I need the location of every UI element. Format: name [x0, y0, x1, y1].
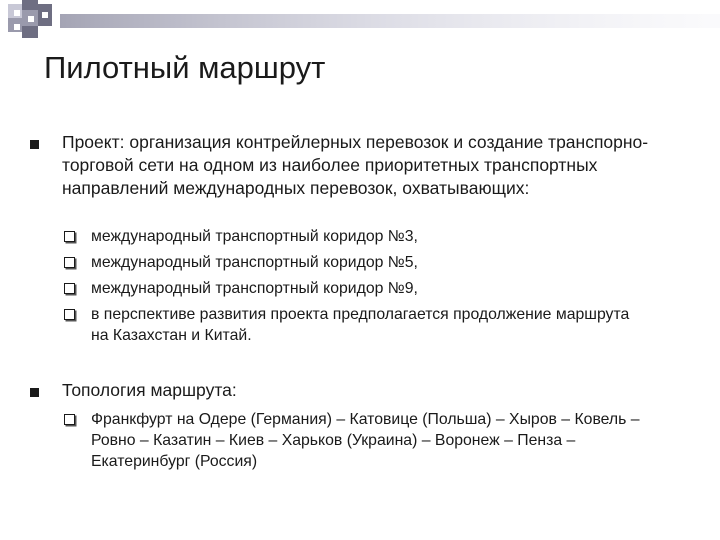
bullet-project-text: Проект: организация контрейлерных перевозок и создание транспорно-торговой сети на одном из наиболее приоритетных транспортных направлений международных перевозок, охватывающих:	[62, 132, 649, 198]
checkbox-bullet-icon	[64, 283, 75, 294]
bullet-square-icon	[30, 140, 39, 149]
bullet-topology-text: Топология маршрута:	[62, 380, 237, 400]
slide-title: Пилотный маршрут	[44, 50, 326, 85]
checkbox-bullet-icon	[64, 231, 75, 242]
checkbox-bullet-icon	[64, 257, 75, 268]
checkbox-bullet-icon	[64, 414, 75, 425]
checkbox-bullet-icon	[64, 309, 75, 320]
subitem-route-cities: Франкфурт на Одере (Германия) – Катовице (Польша) – Хыров – Ковель – Ровно – Казатин – Киев – Харьков (Украина) – Воронеж – Пенза –Екатеринбург (Россия)	[91, 411, 640, 470]
subitem-corridor-5: международный транспортный коридор №5,	[91, 254, 418, 271]
bullet-square-icon	[30, 388, 39, 397]
subitem-corridor-9: международный транспортный коридор №9,	[91, 280, 418, 297]
header-decoration	[0, 0, 720, 40]
subitem-kazakhstan-china: в перспективе развития проекта предполагается продолжение маршрута на Казахстан и Китай.	[91, 306, 630, 344]
subitem-corridor-3: международный транспортный коридор №3,	[91, 228, 418, 245]
